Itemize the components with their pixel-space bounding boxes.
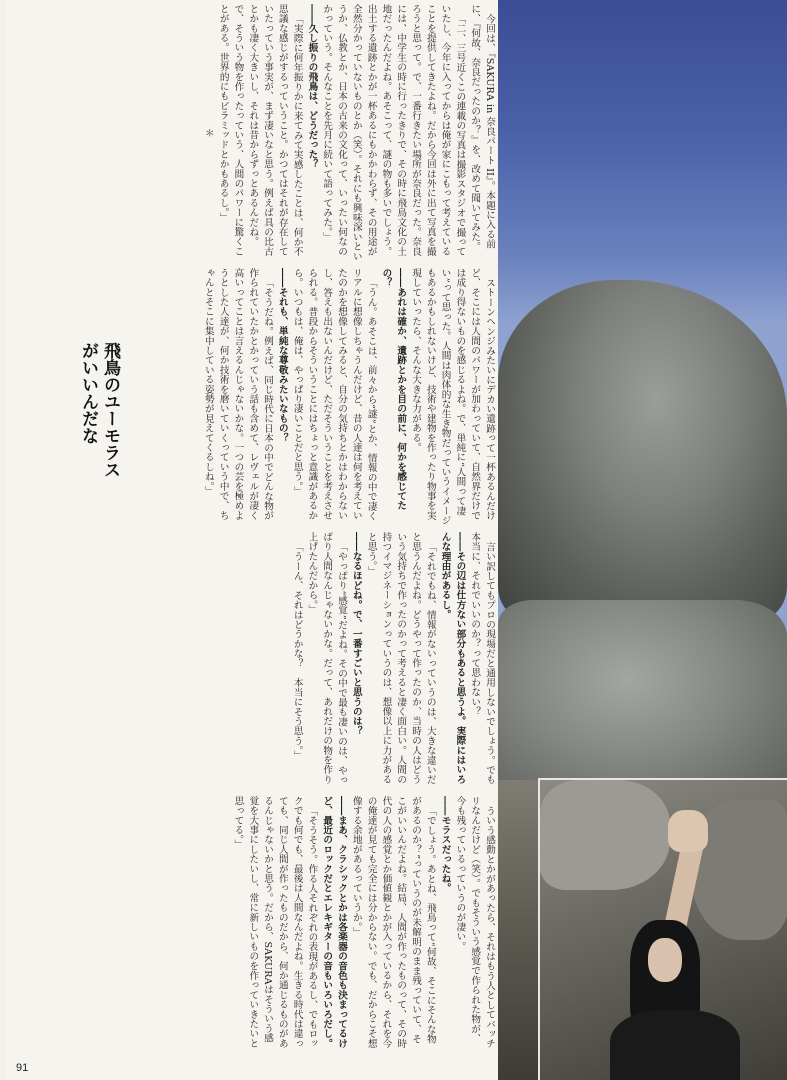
article-column-3	[12, 532, 496, 790]
interviewer-question: ――その辺は仕方ない部分もあると思うよ。実際にはいろんな理由があるし。	[439, 532, 466, 785]
article-paragraph: 「二、三号近くこの連載の写真は撮影スタジオで撮っていたし、今年に入ってからは俺が家にこもって考えていることを提供してきたよね。だから今回は外に出て写真を撮ろうと思って。で、一番行きたい場所が奈良だった。奈良には、中学生の時に行ったきりで、その時に飛鳥文化の土地だったんだよね。あそこって、謎の物も多いでしょう。出土する遺跡とかが一杯あるにもかかわらず、その用途が全然分かっていないものとか（笑）。それにも興味深いというか、仏教とか、日本の古来の文化って、いったい何なのかっていう。そんなことを先月に続いて語ってみた。」	[321, 4, 466, 262]
article-paragraph: 「うん。あそこは、前々から“謎”とか、情報の中で凄くリアルに想像しちゃうんだけど、昔の人達は何を考えていたのかを想像してみると、自分の気持ちとかはわからないし、答えも出ないんだけど、ただそういうことを考えさせられる。普段からそういうことにはちょっと意識があるから。いつもは、俺は、やっぱり凄いことだと思う。」	[291, 268, 377, 521]
interviewer-question: ――まあ、クラシックとかは各楽器の音色も決まってるけど、最近のロックだとエレキギターの音もいろいろだし。	[321, 796, 348, 1049]
inset-portrait-photo	[538, 778, 787, 1080]
article-paragraph: 「それでもね、情報がないっていうのは、大きな違いだと思うんだよね。どうやって作ったのか、当時の人はどういう気持ちで作ったのかって考えると凄く面白い。人間の持つイマジネーションっていうのは、想像以上に力があると思う。」	[365, 532, 436, 785]
interviewer-question: ――なるほどね。で、一番すごいと思うのは？	[350, 532, 362, 736]
article-paragraph: 言い訳してもプロの現場だと通用しないでしょう。でも本当に、それでいいのか？って思わない？	[469, 532, 495, 785]
article-paragraph: 「うーん、それはどうかな？ 本当にそう思う。」	[291, 541, 303, 760]
article-paragraph: ＊	[202, 128, 214, 138]
interviewer-question: ――モラスだったね。	[439, 796, 451, 893]
interviewer-question: ――久し振りの飛鳥は、どうだった？	[306, 4, 318, 169]
article-paragraph: 今回は、『SAKURA in 奈良パート II』。本題に入る前に、『何故、奈良だったのか？』を、改めて聞いてみた。	[469, 4, 495, 252]
article-paragraph: 「でしょう。あとね、飛鳥って“何故、そこにそんな物があるのか？”っていうのが未解明のまま残っていて、そこがいいんだよね。結局、人間が作ったものって、その時代の人の感覚とか価値観とかが入っているから、それを今の俺達が見ても完全には分からない。でも、だからこそ想像する余地があるっていうか。」	[350, 796, 436, 1049]
article-column-4	[12, 796, 496, 1052]
article-paragraph: 「そうそう。作る人それぞれの表現があるし、でもロックでも何でも、最後は人間なんだよね。生きる時代は違っても、同じ人間が作ったものだから、何か通じるものがあるんじゃないかと思う。だから、SAKURAはそういう感覚を大事にしたいし、常に新しいものを作っていきたいと思ってる。」	[232, 796, 318, 1049]
person-face	[648, 938, 682, 982]
page-number: 91	[16, 1062, 29, 1074]
boulder-top	[498, 280, 787, 620]
person-hand	[668, 810, 708, 852]
section-heading: 飛鳥のユーモラスがいいんだな	[71, 342, 121, 482]
stone-photo	[498, 0, 787, 1080]
boulder-middle	[498, 600, 787, 800]
article-paragraph: ういう感動とかがあったら、それはもう人としてバッチリなんだけど（笑）。でもそういう感覚で作られた物が、今も残っているっていうのが凄い。	[454, 796, 495, 1049]
article-text-area	[6, 0, 498, 1080]
article-paragraph: 「そうだね。例えば、同じ時代に日本の中でどんな物が作られていたかとかっていう話も含めて、レヴェルが凄く高いってことは言えるんじゃないかな。一つの芸を極めようとした人達が、何か技術を磨いていくっていう中で、ちゃんとそこに集中している姿勢が見えてくるしね。」	[202, 268, 274, 521]
inset-stone-left	[540, 780, 670, 890]
article-paragraph: 「やっぱり“感覚”だよね。その中で最も凄いのは、やっぱり人間なんじゃないかな。だって、あれだけの物を作り上げたんだから。」	[306, 532, 348, 785]
interviewer-question: ――あれは確か、遺跡とかを目の前に、何かを感じてたの？	[380, 268, 407, 511]
article-column-1	[12, 4, 496, 262]
article-paragraph: 「実際に何年振りかに来てみて実感したことは、何か不思議な感じがするっていうこと。かつてはそれが存在していたっていう事実が、まず凄いなと思う。例えば具の比古とかも凄く大きいし、それは昔からずっとあるんだね。で、そういう物を作ったっていう、人間のパワーに驚くことがある。世界的にもピラミッドとかもあるし。」	[217, 4, 303, 257]
article-paragraph: ストーンヘンジみたいにデカい遺跡って一杯あるんだけど、そこには人間のパワーが加わっていて、自然界だけでは成り得ないものを感じるよね。で、単純に“人間って凄い”って思った。人間は肉体的な生き物だっていうイメージもあるかもしれないけど、技術や建物を作ったり物事を実現していったら、そんな大きな力がある。	[410, 268, 495, 526]
interviewer-question: ――それも、単純な尊敬みたいなもの？	[276, 268, 288, 443]
person-body	[610, 1010, 740, 1080]
